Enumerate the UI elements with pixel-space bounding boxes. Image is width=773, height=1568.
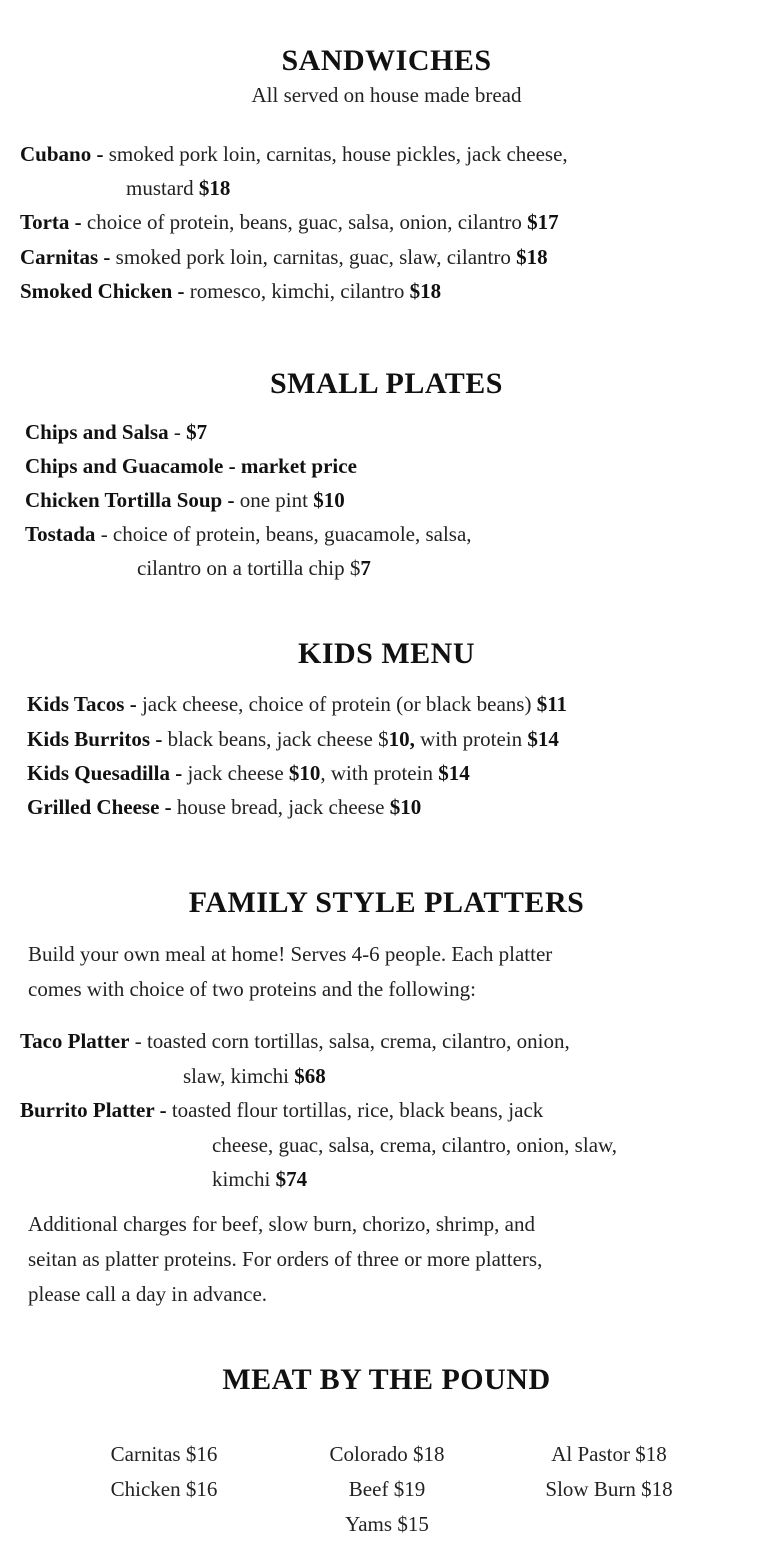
note-line: please call a day in advance. xyxy=(28,1282,268,1306)
kids-menu-heading: KIDS MENU xyxy=(297,637,475,670)
meat-column-3 xyxy=(509,1437,709,1507)
item-desc: cilantro on a tortilla chip $ xyxy=(137,556,361,580)
item-price: $11 xyxy=(536,692,568,716)
menu-item-chips-salsa xyxy=(25,415,207,449)
item-desc: smoked pork loin, carnitas, house pickles, jack cheese, xyxy=(108,142,568,166)
item-name: Kids Tacos - xyxy=(27,692,137,716)
item-desc: with protein xyxy=(420,727,523,751)
menu-item-torta xyxy=(20,205,559,239)
menu-item-cubano-cont xyxy=(126,171,230,205)
item-price: $14 xyxy=(527,727,559,751)
small-plates-heading: SMALL PLATES xyxy=(269,367,503,400)
menu-item-burrito-platter-cont2 xyxy=(212,1162,307,1196)
menu-item-kids-quesadilla xyxy=(27,756,470,790)
menu-item-cubano xyxy=(20,137,568,171)
meat-column-1 xyxy=(64,1437,264,1507)
family-note xyxy=(28,1207,748,1312)
family-intro xyxy=(28,937,748,1007)
item-sep: - xyxy=(173,420,181,444)
menu-item-soup xyxy=(25,483,345,517)
family-platters-heading: FAMILY STYLE PLATTERS xyxy=(188,886,585,919)
item-price: $10 xyxy=(313,488,345,512)
item-desc: , with protein xyxy=(320,761,433,785)
note-line: Additional charges for beef, slow burn, chorizo, shrimp, and xyxy=(28,1212,535,1236)
item-name: Burrito Platter - xyxy=(20,1098,167,1122)
menu-item-taco-platter xyxy=(20,1024,570,1058)
note-line: seitan as platter proteins. For orders of three or more platters, xyxy=(28,1247,543,1271)
sandwiches-subtitle: All served on house made bread xyxy=(251,83,522,107)
meat-item: Chicken $16 xyxy=(110,1477,218,1501)
meat-heading: MEAT BY THE POUND xyxy=(222,1363,551,1396)
item-price: 10, xyxy=(388,727,415,751)
item-desc: - choice of protein, beans, guacamole, salsa, xyxy=(100,522,472,546)
meat-item: Al Pastor $18 xyxy=(551,1442,667,1466)
item-desc: choice of protein, beans, guac, salsa, onion, cilantro xyxy=(86,210,522,234)
menu-item-burrito-platter xyxy=(20,1093,543,1127)
menu-item-grilled-cheese xyxy=(27,790,421,824)
meat-item: Carnitas $16 xyxy=(110,1442,218,1466)
menu-item-taco-platter-cont xyxy=(183,1059,326,1093)
menu-item-carnitas xyxy=(20,240,548,274)
item-price: $18 xyxy=(198,176,231,200)
item-price: $17 xyxy=(527,210,559,234)
meat-column-2 xyxy=(287,1437,487,1542)
intro-line: Build your own meal at home! Serves 4-6 people. Each platter xyxy=(28,942,553,966)
item-desc: slaw, kimchi xyxy=(183,1064,289,1088)
menu-item-kids-tacos xyxy=(27,687,567,721)
item-desc: kimchi xyxy=(212,1167,271,1191)
menu-item-tostada xyxy=(25,517,472,551)
item-price: 7 xyxy=(360,556,371,580)
item-desc: jack cheese, choice of protein (or black beans) xyxy=(141,692,532,716)
item-price: $74 xyxy=(275,1167,308,1191)
item-name: Taco Platter xyxy=(20,1029,130,1053)
item-desc: cheese, guac, salsa, crema, cilantro, onion, slaw, xyxy=(212,1133,618,1157)
meat-item: Yams $15 xyxy=(345,1512,429,1536)
menu-item-tostada-cont xyxy=(137,551,371,585)
item-name: Chips and Guacamole - market price xyxy=(25,454,357,478)
item-name: Chips and Salsa xyxy=(25,420,169,444)
item-desc: toasted flour tortillas, rice, black beans, jack xyxy=(171,1098,544,1122)
menu-item-burrito-platter-cont xyxy=(212,1128,617,1162)
item-name: Torta - xyxy=(20,210,82,234)
item-name: Kids Quesadilla - xyxy=(27,761,183,785)
item-desc: black beans, jack cheese $ xyxy=(167,727,389,751)
sandwiches-heading: SANDWICHES xyxy=(281,44,492,77)
intro-line: comes with choice of two proteins and the following: xyxy=(28,977,476,1001)
item-desc: mustard xyxy=(126,176,194,200)
item-desc: house bread, jack cheese xyxy=(176,795,385,819)
item-price: $18 xyxy=(516,245,548,269)
item-price: $14 xyxy=(438,761,470,785)
item-price: $10 xyxy=(389,795,422,819)
item-name: Chicken Tortilla Soup - xyxy=(25,488,235,512)
item-price: $18 xyxy=(409,279,442,303)
item-name: Kids Burritos - xyxy=(27,727,163,751)
item-name: Carnitas - xyxy=(20,245,111,269)
meat-item: Slow Burn $18 xyxy=(545,1477,673,1501)
item-name: Cubano - xyxy=(20,142,104,166)
menu-item-chips-guac xyxy=(25,449,357,483)
menu-item-smoked-chicken xyxy=(20,274,441,308)
item-name: Grilled Cheese - xyxy=(27,795,172,819)
item-desc: - toasted corn tortillas, salsa, crema, cilantro, onion, xyxy=(134,1029,570,1053)
meat-item: Colorado $18 xyxy=(329,1442,445,1466)
item-desc: one pint xyxy=(239,488,308,512)
item-name: Tostada xyxy=(25,522,96,546)
item-price: $10 xyxy=(288,761,321,785)
item-desc: smoked pork loin, carnitas, guac, slaw, cilantro xyxy=(115,245,511,269)
meat-item: Beef $19 xyxy=(348,1477,426,1501)
item-price: $7 xyxy=(186,420,208,444)
item-name: Smoked Chicken - xyxy=(20,279,185,303)
item-price: $68 xyxy=(294,1064,326,1088)
item-desc: romesco, kimchi, cilantro xyxy=(189,279,405,303)
item-desc: jack cheese xyxy=(187,761,284,785)
menu-item-kids-burritos xyxy=(27,722,559,756)
